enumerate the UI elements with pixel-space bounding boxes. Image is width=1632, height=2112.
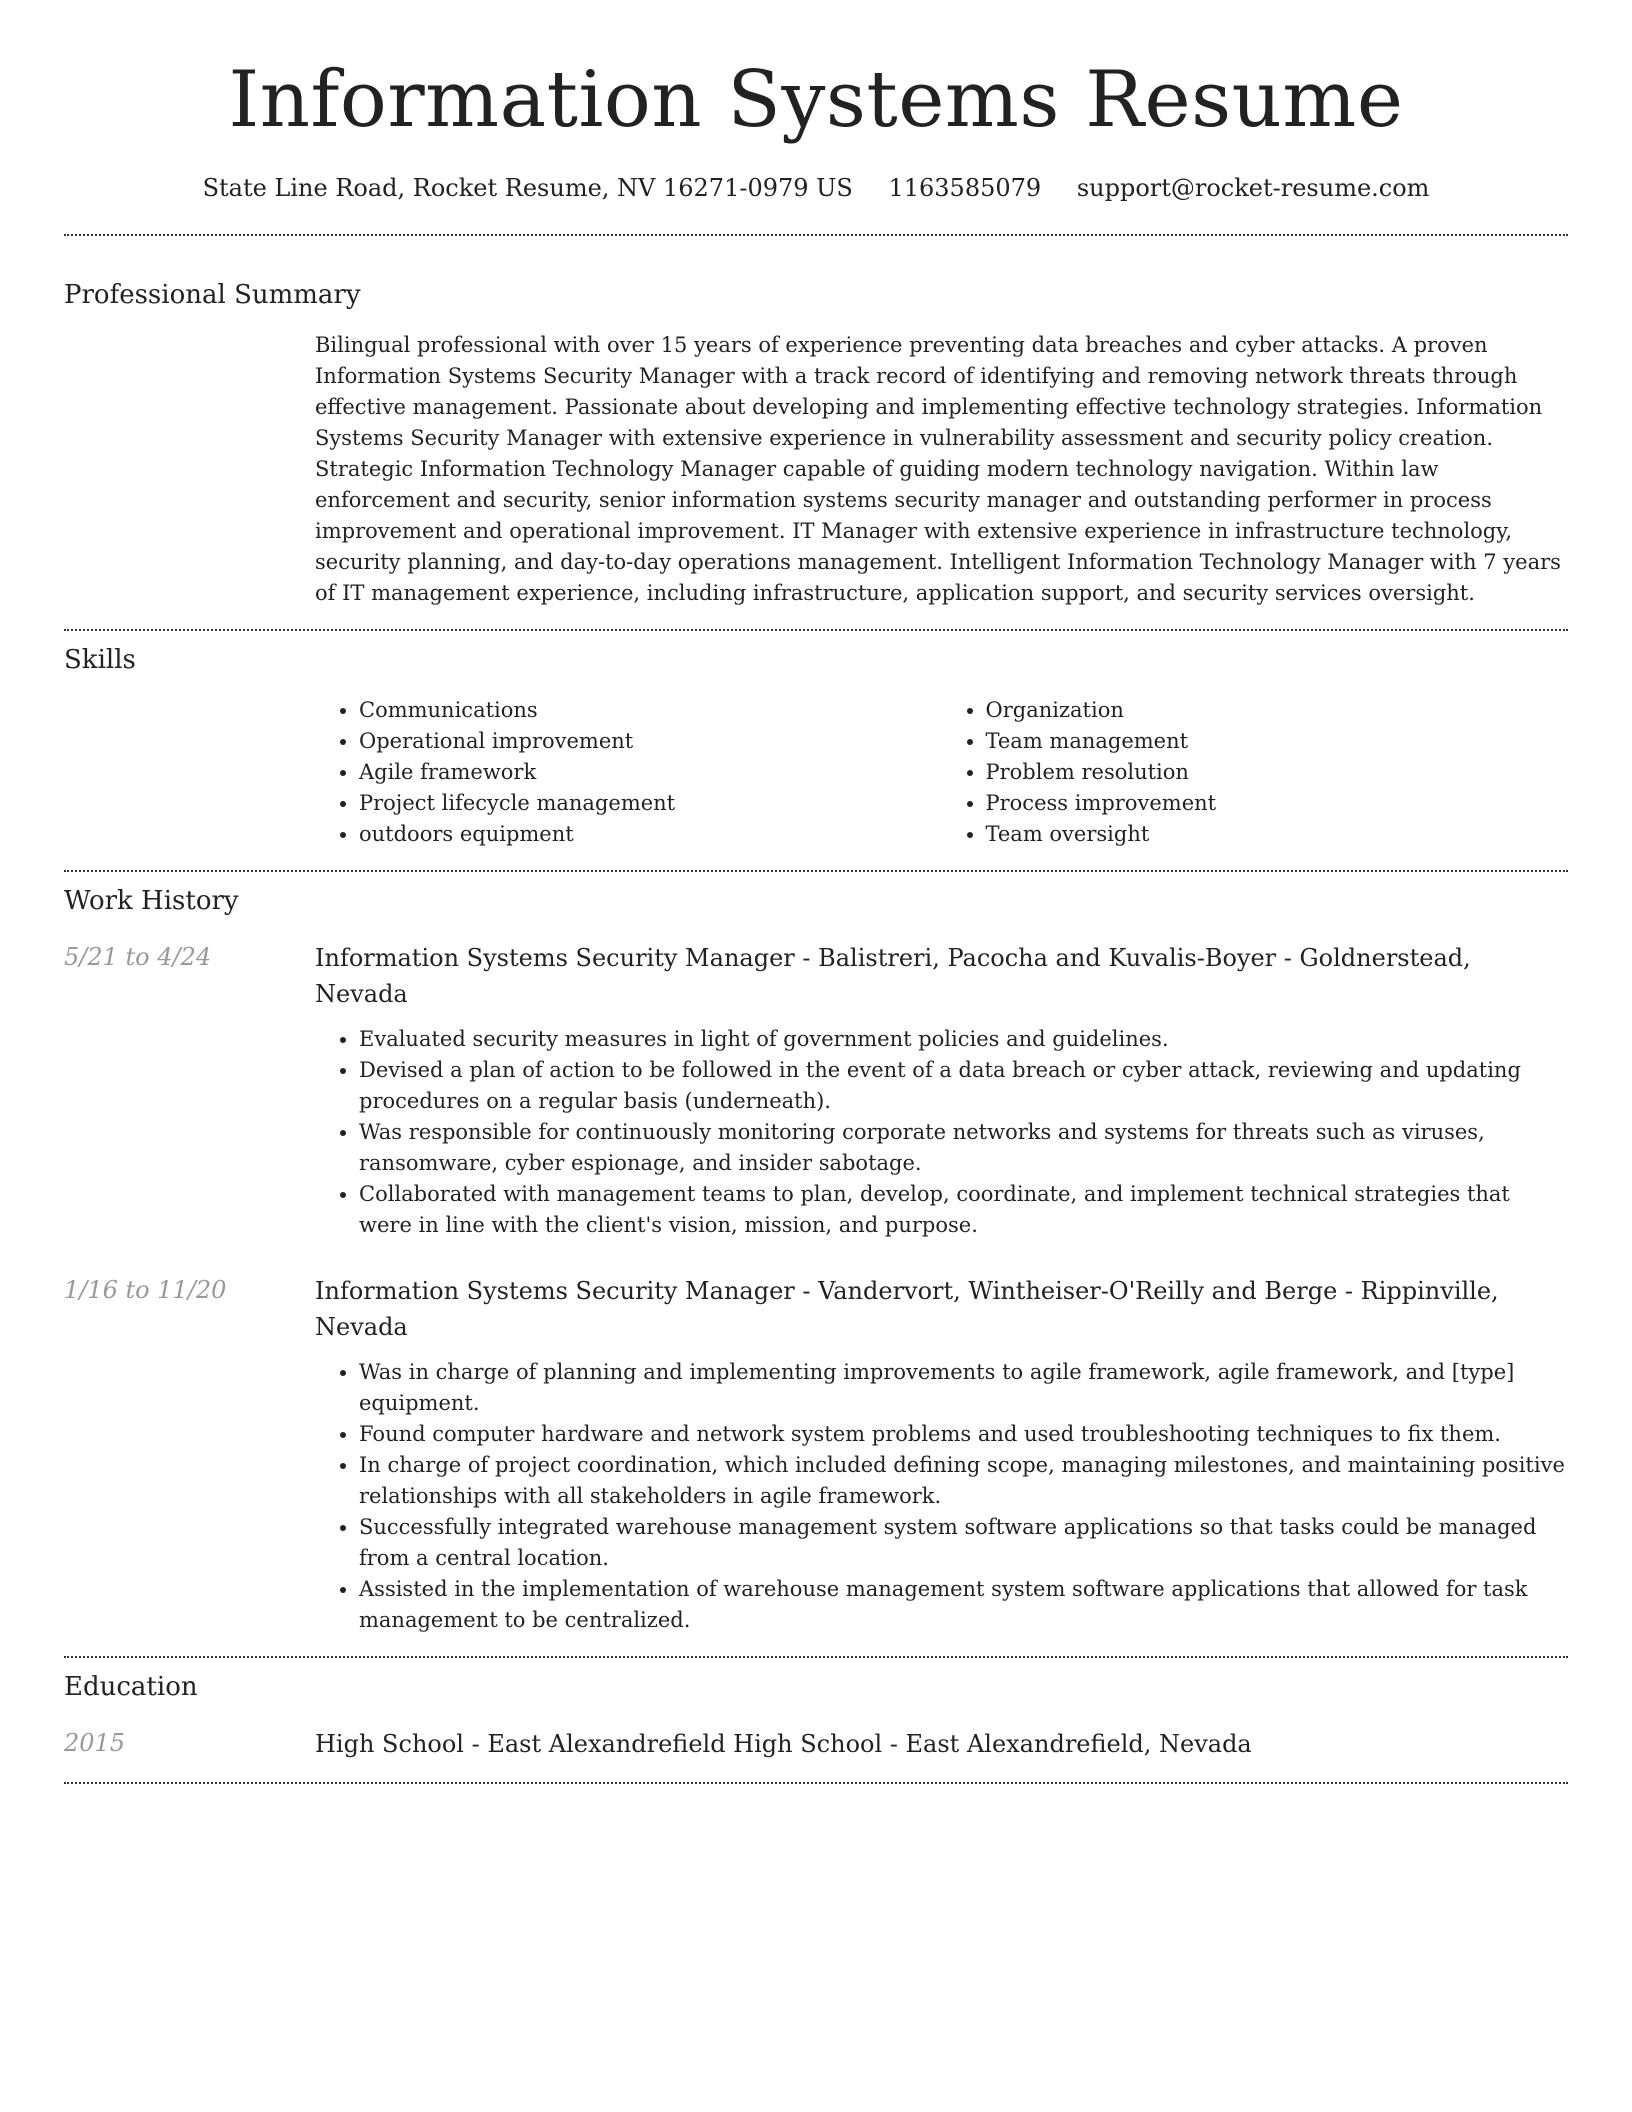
section-title-summary: Professional Summary — [64, 280, 361, 310]
job-bullets — [315, 1024, 1568, 1241]
contact-phone: 1163585079 — [888, 174, 1042, 202]
skill-item: • Team management — [986, 726, 1569, 757]
education-year: 2015 — [64, 1729, 126, 1757]
divider — [64, 870, 1568, 872]
divider — [64, 1656, 1568, 1658]
skill-item: • Agile framework — [359, 757, 942, 788]
summary-text: Bilingual professional with over 15 years of experience preventing data breaches and cyber attacks. A proven Information Systems Security Manager with a track record of identifying and removing network threats through effective management. Passionate about developing and implementing effective technology strategies. Information Systems Security Manager with extensive experience in vulnerability assessment and security policy creation. Strategic Information Technology Manager capable of guiding modern technology navigation. Within law enforcement and security, senior information systems security manager and outstanding performer in process improvement and operational improvement. IT Manager with extensive experience in infrastructure technology, security planning, and day-to-day operations management. Intelligent Information Technology Manager with 7 years of IT management experience, including infrastructure, application support, and security services oversight. — [315, 333, 1561, 605]
skill-item: • Problem resolution — [986, 757, 1569, 788]
job-entry — [64, 1273, 1568, 1636]
skills-column-left — [315, 695, 942, 850]
education-entry — [64, 1726, 1568, 1762]
skill-item: • Team oversight — [986, 819, 1569, 850]
job-bullet: • Was in charge of planning and implementing improvements to agile framework, agile framework, and [type] equipment. — [359, 1357, 1568, 1419]
job-dates: 5/21 to 4/24 — [64, 943, 212, 971]
contact-email[interactable]: support@rocket-resume.com — [1076, 174, 1430, 202]
section-title-education: Education — [64, 1672, 198, 1702]
job-bullet: • Found computer hardware and network system problems and used troubleshooting techniques to fix them. — [359, 1419, 1568, 1450]
skills-row — [64, 695, 1568, 850]
job-dates: 1/16 to 11/20 — [64, 1276, 227, 1304]
job-bullet: • Collaborated with management teams to plan, develop, coordinate, and implement technical strategies that were in line with the client's vision, mission, and purpose. — [359, 1179, 1568, 1241]
contact-line — [64, 172, 1568, 204]
job-title: Information Systems Security Manager - Vandervort, Wintheiser-O'Reilly and Berge - Rippinville, Nevada — [315, 1277, 1499, 1341]
contact-address: State Line Road, Rocket Resume, NV 16271-0979 US — [202, 174, 853, 202]
job-bullet: • Evaluated security measures in light of government policies and guidelines. — [359, 1024, 1568, 1055]
skill-item: • Communications — [359, 695, 942, 726]
divider — [64, 629, 1568, 631]
summary-row — [64, 330, 1568, 609]
skill-item: • Project lifecycle management — [359, 788, 942, 819]
job-bullet: • Assisted in the implementation of warehouse management system software applications that allowed for task management to be centralized. — [359, 1574, 1568, 1636]
divider — [64, 1782, 1568, 1784]
skill-item: • Operational improvement — [359, 726, 942, 757]
job-bullets — [315, 1357, 1568, 1636]
skills-column-right — [942, 695, 1569, 850]
section-title-skills: Skills — [64, 645, 136, 675]
education-title: High School - East Alexandrefield High School - East Alexandrefield, Nevada — [315, 1730, 1252, 1758]
skill-item: • outdoors equipment — [359, 819, 942, 850]
job-entry — [64, 940, 1568, 1241]
job-bullet: • Was responsible for continuously monitoring corporate networks and systems for threats such as viruses, ransomware, cyber espionage, and insider sabotage. — [359, 1117, 1568, 1179]
job-bullet: • Devised a plan of action to be followed in the event of a data breach or cyber attack, reviewing and updating procedures on a regular basis (underneath). — [359, 1055, 1568, 1117]
job-title: Information Systems Security Manager - Balistreri, Pacocha and Kuvalis-Boyer - Goldnerstead, Nevada — [315, 944, 1471, 1008]
job-bullet: • In charge of project coordination, which included defining scope, managing milestones, and maintaining positive relationships with all stakeholders in agile framework. — [359, 1450, 1568, 1512]
resume-title: Information Systems Resume — [228, 55, 1404, 145]
skill-item: • Process improvement — [986, 788, 1569, 819]
section-title-work: Work History — [64, 886, 239, 916]
job-bullet: • Successfully integrated warehouse management system software applications so that tasks could be managed from a central location. — [359, 1512, 1568, 1574]
divider — [64, 234, 1568, 236]
skill-item: • Organization — [986, 695, 1569, 726]
skills-list — [315, 695, 1568, 850]
